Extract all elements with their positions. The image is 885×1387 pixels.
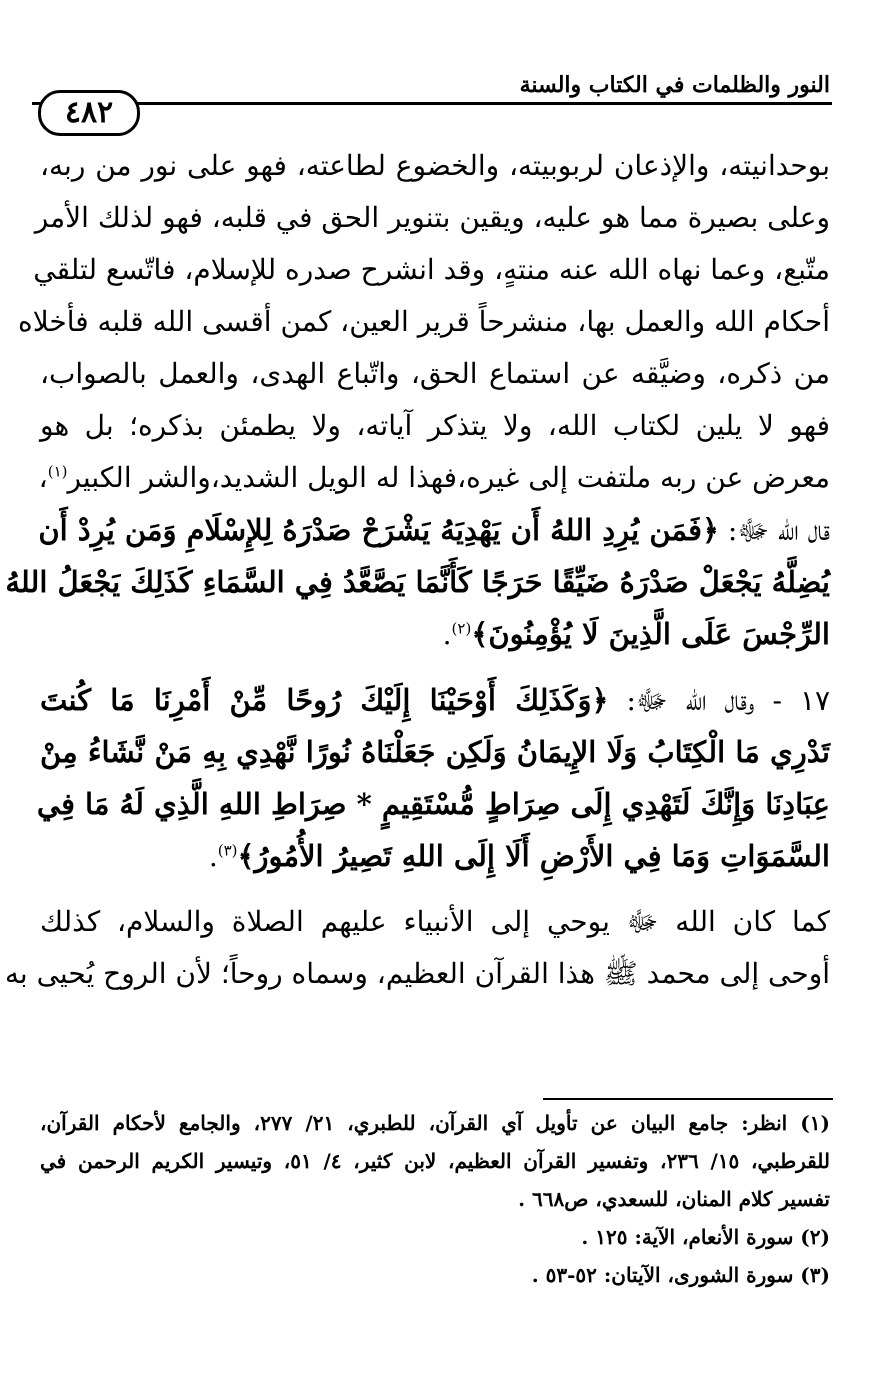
quran-verse: ﴿وَكَذَلِكَ أَوْحَيْنَا إِلَيْكَ رُوحًا مِّنْ أَمْرِنَا مَا كُنتَ [40, 683, 609, 717]
verse-intro: ١٧ - وقال الله ﷻ: [608, 684, 831, 717]
footnote-ref[interactable]: (٢) [451, 619, 472, 638]
text-line [40, 504, 830, 556]
text-line [40, 608, 830, 660]
text-line [40, 452, 830, 504]
text-line: بوحدانيته، والإذعان لربوبيته، والخضوع لطاعته، فهو على نور من ربه، [40, 149, 830, 182]
quran-verse: السَّمَوَاتِ وَمَا فِي الأَرْضِ أَلَا إِلَى اللهِ تَصِيرُ الأُمُورُ﴾ [237, 839, 830, 873]
quran-verse: ﴿فَمَن يُرِدِ اللهُ أَن يَهْدِيَهُ يَشْرَحْ صَدْرَهُ لِلإِسْلَامِ وَمَن يُرِدْ أَن [38, 513, 720, 547]
running-title: النور والظلمات في الكتاب والسنة [519, 72, 830, 98]
text-line: فهو لا يلين لكتاب الله، ولا يتذكر آياته، ولا يطمئن بذكره؛ بل هو [40, 409, 830, 442]
footnote-rule [543, 1098, 833, 1100]
text-line: كما كان الله ﷻ يوحي إلى الأنبياء عليهم الصلاة والسلام، كذلك [40, 905, 830, 938]
main-text [4, 140, 831, 1000]
text-line [40, 830, 830, 882]
quran-verse: الرِّجْسَ عَلَى الَّذِينَ لَا يُؤْمِنُونَ﴾ [471, 617, 830, 651]
header-rule [32, 102, 832, 105]
footnote-ref[interactable]: (١) [47, 462, 68, 481]
footnote-1-line: للقرطبي، ١٥/ ٢٣٦، وتفسير القرآن العظيم، لابن كثير، ٤/ ٥١، وتيسير الكريم الرحمن في [40, 1149, 830, 1173]
text-line [40, 674, 830, 726]
text-line: وعلى بصيرة مما هو عليه، ويقين بتنوير الحق في قلبه، فهو لذلك الأمر [34, 201, 830, 234]
footnotes [40, 1104, 830, 1294]
footnote-1-line: تفسير كلام المنان، للسعدي، ص٦٦٨ . [518, 1187, 830, 1211]
text-line: متّبع، وعما نهاه الله عنه منتهٍ، وقد انشرح صدره للإسلام، فاتّسع لتلقي [33, 253, 830, 286]
page-number: ٤٨٢ [38, 90, 140, 136]
footnote-ref[interactable]: (٣) [217, 841, 238, 860]
quran-verse-line: عِبَادِنَا وَإِنَّكَ لَتَهْدِي إِلَى صِرَاطٍ مُّسْتَقِيمٍ * صِرَاطِ اللهِ الَّذِي لَهُ مَا فِي [36, 787, 830, 821]
paragraph-gap [40, 882, 830, 896]
footnote-2: (٢) سورة الأنعام، الآية: ١٢٥ . [581, 1225, 830, 1249]
punctuation: . [442, 618, 452, 651]
quran-verse-line: يُضِلَّهُ يَجْعَلْ صَدْرَهُ ضَيِّقًا حَرَجًا كَأَنَّمَا يَصَّعَّدُ فِي السَّمَاءِ كَذَلِكَ يَجْعَلُ اللهُ [5, 565, 830, 599]
punctuation: . [208, 840, 218, 873]
text-line: أحكام الله والعمل بها، منشرحاً قرير العين، كمن أقسى الله قلبه فأخلاه [18, 305, 830, 338]
quran-verse-line: تَدْرِي مَا الْكِتَابُ وَلَا الإِيمَانُ وَلَكِن جَعَلْنَاهُ نُورًا نَّهْدِي بِهِ مَنْ نَّشَاءُ مِنْ [40, 735, 830, 769]
text-line: من ذكره، وضيَّقه عن استماع الحق، واتّباع الهدى، والعمل بالصواب، [40, 357, 830, 390]
text-segment: معرض عن ربه ملتفت إلى غيره،فهذا له الويل الشديد،والشر الكبير [67, 461, 830, 494]
punctuation: ، [38, 461, 48, 494]
verse-intro: قال الله ﷻ: [719, 514, 830, 547]
footnote-1-line: (١) انظر: جامع البيان عن تأويل آي القرآن، للطبري، ٢١/ ٢٧٧، والجامع لأحكام القرآن، [40, 1111, 830, 1135]
text-line: أوحى إلى محمد ﷺ هذا القرآن العظيم، وسماه روحاً؛ لأن الروح يُحيى به [4, 957, 830, 990]
footnote-3: (٣) سورة الشورى، الآيتان: ٥٢-٥٣ . [531, 1263, 830, 1287]
paragraph-gap [40, 660, 830, 674]
